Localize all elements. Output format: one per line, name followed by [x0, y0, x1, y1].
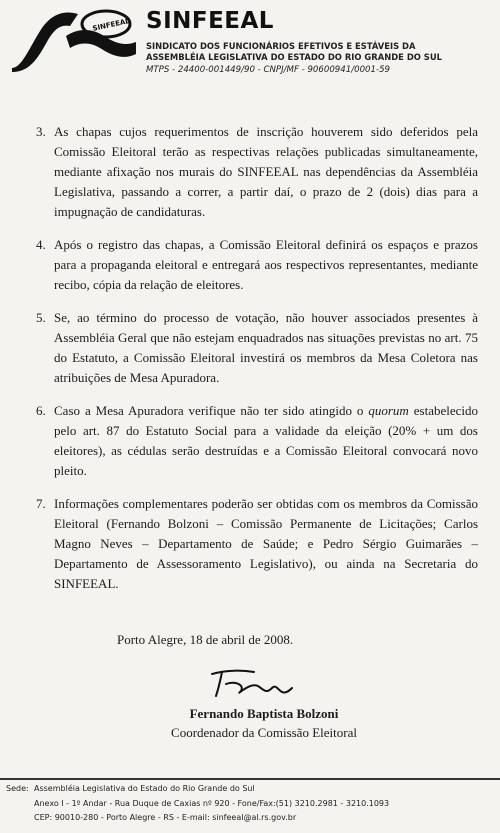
item-text: Após o registro das chapas, a Comissão Eleitoral definirá os espaços e prazos para a propaganda eleitoral e entregará aos respectivos representantes, mediante recibo, cópia da relação de eleitores.: [54, 237, 478, 292]
item-number: 5.: [36, 310, 46, 325]
list-item: [36, 122, 478, 222]
place-date: Porto Alegre, 18 de abril de 2008.: [117, 632, 294, 647]
org-registration: MTPS - 24400-001449/90 - CNPJ/MF - 90600941/0001-59: [146, 65, 391, 75]
signature-icon: [206, 664, 296, 702]
item-text: As chapas cujos requerimentos de inscrição houverem sido deferidos pela Comissão Eleitoral terão as respectivas relações publicadas simultaneamente, mediante afixação nos murais do SINFEEAL nas dependências da Assembléia Legislativa, passando a correr, a partir daí, o prazo de 2 (dois) dias para a impugnação de candidaturas.: [54, 124, 478, 219]
item-text-italic: quorum: [368, 403, 409, 418]
signer-role: Coordenador da Comissão Eleitoral: [171, 725, 357, 740]
item-number: 6.: [36, 403, 46, 418]
item-number: 3.: [36, 124, 46, 139]
list-item: [36, 235, 478, 295]
numbered-list: [36, 122, 478, 607]
org-subtitle-line1: SINDICATO DOS FUNCIONÁRIOS EFETIVOS E ESTÁVEIS DA: [146, 41, 416, 51]
list-item: [36, 401, 478, 481]
footer-address-line1: Assembléia Legislativa do Estado do Rio Grande do Sul: [34, 784, 255, 793]
list-item: [36, 494, 478, 594]
list-item: [36, 308, 478, 388]
item-text: Se, ao término do processo de votação, não houver associados presentes à Assembléia Geral que não estejam enquadrados nas situações previstas no art. 75 do Estatuto, a Comissão Eleitoral investirá os membros da Mesa Coletora nas atribuições de Mesa Apuradora.: [54, 310, 478, 385]
footer-address-line2: Anexo I - 1º Andar - Rua Duque de Caxias nº 920 - Fone/Fax:(51) 3210.2981 - 3210.1093: [34, 799, 390, 808]
sinfeeal-logo-icon: [8, 6, 140, 76]
footer-contact-line: CEP: 90010-280 - Porto Alegre - RS - E-mail: sinfeeal@al.rs.gov.br: [34, 813, 297, 822]
signer-name: Fernando Baptista Bolzoni: [189, 706, 339, 721]
logo-text: SINFEEAL: [91, 17, 131, 33]
footer-divider: [0, 778, 500, 780]
item-text-before: Caso a Mesa Apuradora verifique não ter sido atingido o: [54, 403, 369, 418]
item-text-after: estabelecido pelo art. 87 do Estatuto Social para a validade da eleição (20% + um dos eleitores), as cédulas serão destruídas e a Comissão Eleitoral convocará novo pleito.: [54, 403, 478, 478]
org-subtitle-line2: ASSEMBLÉIA LEGISLATIVA DO ESTADO DO RIO GRANDE DO SUL: [146, 52, 442, 62]
org-name: SINFEEAL: [146, 8, 274, 34]
item-number: 4.: [36, 237, 46, 252]
item-number: 7.: [36, 496, 46, 511]
item-text: Informações complementares poderão ser obtidas com os membros da Comissão Eleitoral (Fernando Bolzoni – Comissão Permanente de Licitações; Carlos Magno Neves – Departamento de Saúde; e Pedro Sérgio Guimarães – Departamento de Assessoramento Legislativo), ou ainda na Secretaria do SINFEEAL.: [54, 496, 478, 591]
footer-label: Sede:: [6, 784, 29, 793]
